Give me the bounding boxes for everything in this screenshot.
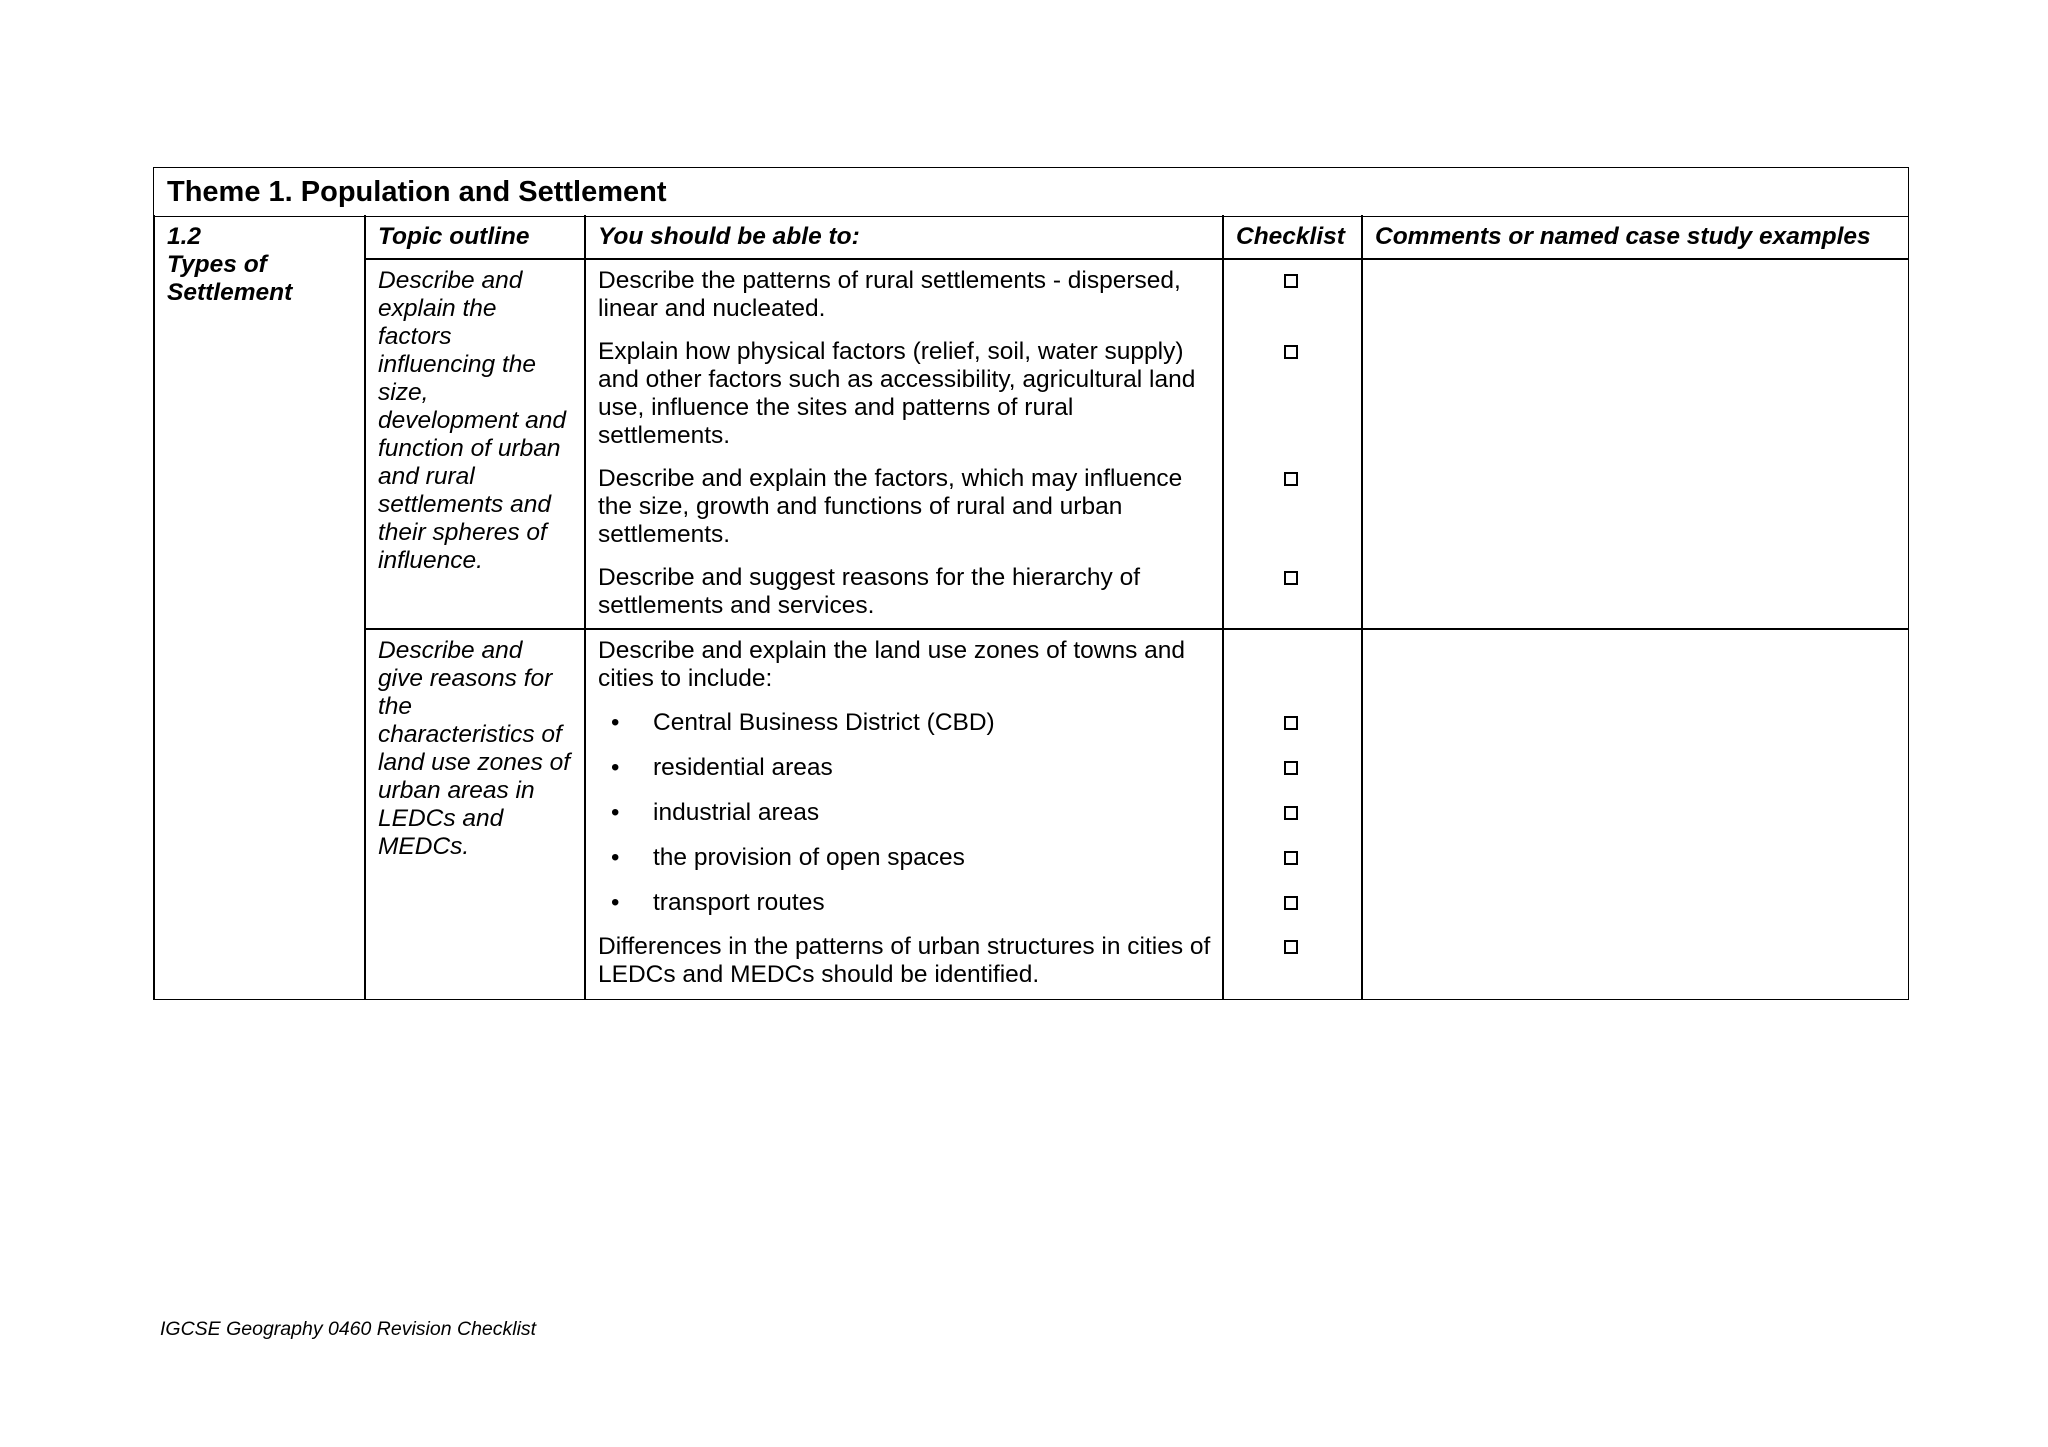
checkbox[interactable] [1284, 571, 1298, 585]
bullet-item: Central Business District (CBD) [653, 709, 995, 736]
objective-line: Explain how physical factors (relief, soil, water supply) [598, 338, 1184, 365]
table-border-bottom [153, 999, 1909, 1001]
objective-line: Describe the patterns of rural settlements - dispersed, [598, 267, 1181, 294]
bullet-item: industrial areas [653, 799, 820, 826]
header-comments: Comments or named case study examples [1375, 223, 1871, 250]
objective-line: Describe and explain the factors, which may influence [598, 465, 1183, 492]
topic-outline-line: LEDCs and [378, 805, 504, 832]
topic-outline-line: development and [378, 407, 566, 434]
checkbox[interactable] [1284, 896, 1298, 910]
topic-outline-line: land use zones of [378, 749, 571, 776]
table-border-right [1908, 215, 1910, 1000]
checkbox[interactable] [1284, 851, 1298, 865]
objective-line: Describe and suggest reasons for the hierarchy of [598, 564, 1141, 591]
bullet-dot: • [611, 799, 620, 826]
objective-line: settlements and services. [598, 592, 875, 619]
table-border-left [153, 215, 155, 1000]
objective-line: linear and nucleated. [598, 295, 826, 322]
topic-outline-line: characteristics of [378, 721, 562, 748]
topic-outline-line: function of urban [378, 435, 561, 462]
section-name-line: Types of [167, 251, 267, 278]
objective-line: LEDCs and MEDCs should be identified. [598, 961, 1040, 988]
grid-line-col1 [364, 215, 366, 1000]
checkbox[interactable] [1284, 940, 1298, 954]
topic-outline-line: MEDCs. [378, 833, 470, 860]
header-topic-outline: Topic outline [378, 223, 530, 250]
topic-outline-line: Describe and [378, 637, 523, 664]
bullet-item: residential areas [653, 754, 833, 781]
checkbox[interactable] [1284, 761, 1298, 775]
objective-line: and other factors such as accessibility, agricultural land [598, 366, 1196, 393]
topic-outline-line: give reasons for [378, 665, 553, 692]
grid-line-col2 [584, 215, 586, 1000]
objective-line: Describe and explain the land use zones of towns and [598, 637, 1186, 664]
objective-line: cities to include: [598, 665, 773, 692]
grid-line-col4 [1361, 215, 1363, 1000]
topic-outline-line: the [378, 693, 413, 720]
bullet-item: transport routes [653, 889, 825, 916]
topic-outline-line: explain the [378, 295, 497, 322]
topic-outline-line: settlements and [378, 491, 551, 518]
objective-line: use, influence the sites and patterns of rural [598, 394, 1074, 421]
bullet-dot: • [611, 709, 620, 736]
grid-line-col3 [1222, 215, 1224, 1000]
bullet-item: the provision of open spaces [653, 844, 965, 871]
theme-title: Theme 1. Population and Settlement [153, 167, 1909, 217]
topic-outline-line: and rural [378, 463, 475, 490]
checklist-table [153, 167, 1909, 1000]
topic-outline-line: size, [378, 379, 429, 406]
bullet-dot: • [611, 754, 620, 781]
topic-outline-line: urban areas in [378, 777, 535, 804]
topic-outline-line: factors [378, 323, 452, 350]
grid-line-topic-divider [364, 628, 1909, 630]
page-footer: IGCSE Geography 0460 Revision Checklist [160, 1318, 537, 1340]
objective-line: Differences in the patterns of urban structures in cities of [598, 933, 1211, 960]
checkbox[interactable] [1284, 716, 1298, 730]
topic-outline-line: influencing the [378, 351, 537, 378]
bullet-dot: • [611, 844, 620, 871]
objective-line: the size, growth and functions of rural and urban [598, 493, 1123, 520]
header-checklist: Checklist [1236, 223, 1345, 250]
checkbox[interactable] [1284, 806, 1298, 820]
checkbox[interactable] [1284, 274, 1298, 288]
topic-outline-line: their spheres of [378, 519, 547, 546]
bullet-dot: • [611, 889, 620, 916]
section-number: 1.2 [167, 223, 202, 250]
header-able-to: You should be able to: [598, 223, 860, 250]
objective-line: settlements. [598, 521, 731, 548]
grid-line-header [364, 258, 1909, 260]
section-name-line: Settlement [167, 279, 293, 306]
topic-outline-line: Describe and [378, 267, 523, 294]
checkbox[interactable] [1284, 472, 1298, 486]
objective-line: settlements. [598, 422, 731, 449]
checkbox[interactable] [1284, 345, 1298, 359]
topic-outline-line: influence. [378, 547, 483, 574]
